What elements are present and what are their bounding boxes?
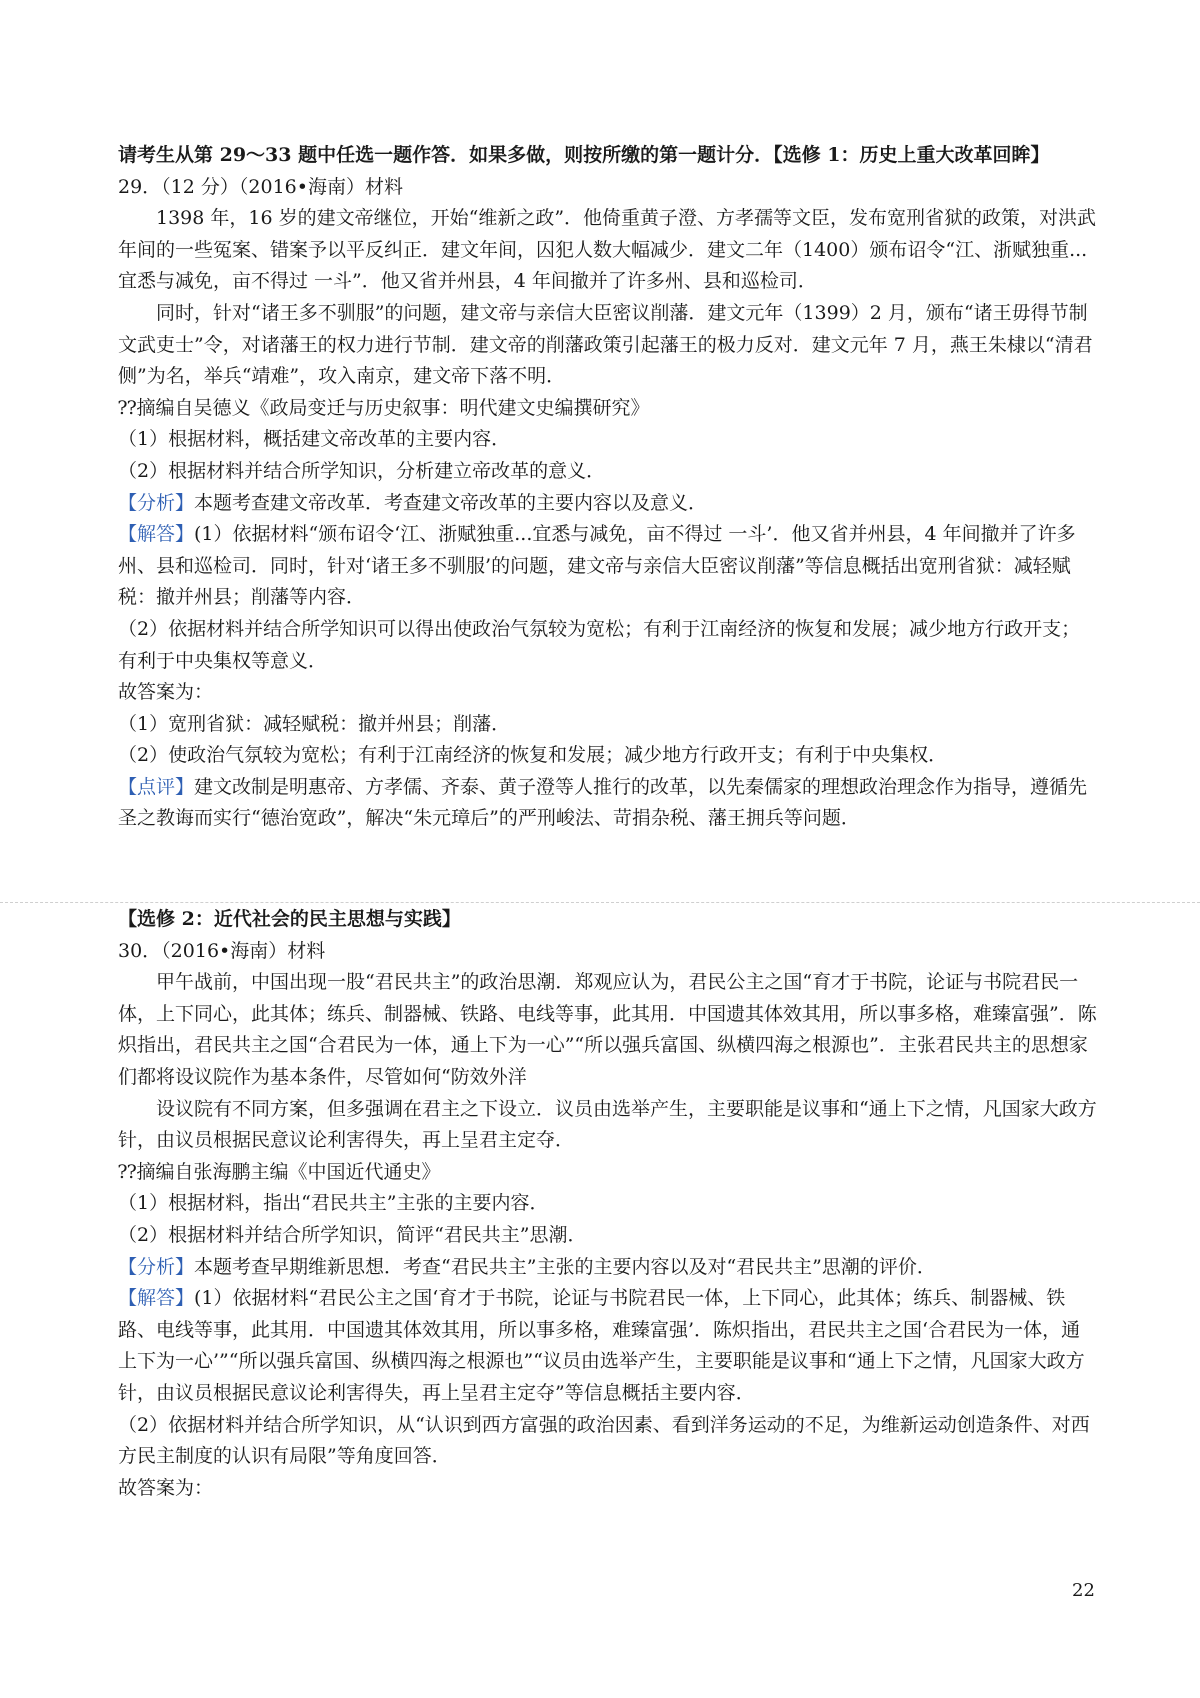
q30-final-label: 故答案为：: [118, 1476, 214, 1499]
answer-text-1: (1）依据材料“君民公主之国‘育才于书院，论证与书院君民一体，上下同心，此其体；练兵、制器械、铁路、电线等事，此其用．中国遗其体效其用，所以事多格，难臻富强’．陈炽指出，君民共主之国‘合君民为一体，通上下为一心’”“所以强兵富国、纵横四海之根源也”“议员由选举产生，主要职能是议事和“通上下之情，凡国家大政方针，由议员根据民意议论利害得失，再上呈君主定夺”等信息概括主要内容．: [118, 1287, 1085, 1404]
q30-source: ⁇摘编自张海鹏主编《中国近代通史》: [118, 1160, 441, 1183]
question-30-header: 30．（2016•海南）材料: [118, 939, 326, 962]
section-divider: [0, 902, 1200, 903]
q29-comment: [118, 772, 1098, 835]
q30-material-paragraph-1: 甲午战前，中国出现一股“君民共主”的政治思潮．郑观应认为，君民公主之国“育才于书院，论证与书院君民一体，上下同心，此其体；练兵、制器械、铁路、电线等事，此其用．中国遗其体效其用，所以事多格，难臻富强”．陈炽指出，君民共主之国“合君民为一体，通上下为一心”“所以强兵富国、纵横四海之根源也”．主张君民共主的思想家们都将设议院作为基本条件，尽管如何“防效外洋: [118, 971, 1097, 1088]
q29-material-paragraph-1: 1398 年，16 岁的建文帝继位，开始“维新之政”．他倚重黄子澄、方孝孺等文臣，发布宽刑省狱的政策，对洪武年间的一些冤案、错案予以平反纠正．建文年间，囚犯人数大幅减少．建文二年（1400）颁布诏令“江、浙赋独重...宜悉与减免，亩不得过 一斗”．他又省并州县，4 年间撤并了许多州、县和巡检司．: [118, 207, 1097, 293]
q29-answer-2: （2）依据材料并结合所学知识可以得出使政治气氛较为宽松；有利于江南经济的恢复和发展；减少地方行政开支；有利于中央集权等意义．: [118, 617, 1081, 672]
section-2-title: 【选修 2：近代社会的民主思想与实践】: [118, 908, 461, 930]
section-optional-1: [118, 140, 1098, 835]
q29-answer: [118, 519, 1098, 614]
q29-material-paragraph-2: 同时，针对“诸王多不驯服”的问题，建文帝与亲信大臣密议削藩．建文元年（1399）2 月，颁布“诸王毋得节制文武吏士”令，对诸藩王的权力进行节制．建文帝的削藩政策引起藩王的极力反对．建文元年 7 月，燕王朱棣以“清君侧”为名，举兵“靖难”，攻入南京，建文帝下落不明．: [118, 301, 1093, 388]
q29-source: ⁇摘编自吴德义《政局变迁与历史叙事：明代建文史编撰研究》: [118, 396, 650, 419]
section-optional-2: [118, 904, 1098, 1504]
analysis-text: 本题考查早期维新思想．考查“君民共主”主张的主要内容以及对“君民共主”思潮的评价．: [194, 1255, 936, 1278]
q30-question-1: （1）根据材料，指出“君民共主”主张的主要内容．: [118, 1192, 549, 1215]
question-29-header: 29．（12 分）（2016•海南）材料: [118, 175, 403, 198]
q29-analysis: [118, 488, 1098, 520]
q30-analysis: [118, 1252, 1098, 1284]
q29-question-1: （1）根据材料，概括建文帝改革的主要内容．: [118, 428, 511, 451]
q30-question-2: （2）根据材料并结合所学知识，简评“君民共主”思潮．: [118, 1223, 587, 1246]
answer-tag: 【解答】: [118, 1287, 195, 1310]
instruction-heading: 请考生从第 29～33 题中任选一题作答．如果多做，则按所缴的第一题计分．【选修 1：历史上重大改革回眸】: [118, 144, 1050, 166]
analysis-tag: 【分析】: [118, 1255, 195, 1278]
q30-answer-2: （2）依据材料并结合所学知识，从“认识到西方富强的政治因素、看到洋务运动的不足，为维新运动创造条件、对西方民主制度的认识有局限”等角度回答．: [118, 1413, 1090, 1468]
analysis-text: 本题考查建文帝改革．考查建文帝改革的主要内容以及意义．: [194, 491, 708, 514]
analysis-tag: 【分析】: [118, 491, 195, 514]
answer-tag: 【解答】: [118, 523, 195, 546]
q29-question-2: （2）根据材料并结合所学知识，分析建立帝改革的意义．: [118, 459, 606, 482]
q29-final-label: 故答案为：: [118, 681, 214, 704]
comment-tag: 【点评】: [118, 775, 195, 798]
comment-text: 建文改制是明惠帝、方孝儒、齐泰、黄子澄等人推行的改革，以先秦儒家的理想政治理念作为指导，遵循先圣之教诲而实行“德治宽政”，解决“朱元璋后”的严刑峻法、苛捐杂税、藩王拥兵等问题．: [118, 775, 1088, 830]
answer-text-1: (1）依据材料“颁布诏令‘江、浙赋独重...宜悉与减免，亩不得过 一斗’．他又省并州县，4 年间撤并了许多州、县和巡检司．同时，针对‘诸王多不驯服’的问题，建文帝与亲信大臣密议削藩”等信息概括出宽刑省狱：减轻赋税：撤并州县；削藩等内容．: [118, 523, 1076, 609]
q29-final-1: （1）宽刑省狱：减轻赋税：撤并州县；削藩．: [118, 712, 511, 735]
q29-final-2: （2）使政治气氛较为宽松；有利于江南经济的恢复和发展；减少地方行政开支；有利于中央集权．: [118, 744, 948, 767]
q30-material-paragraph-2: 设议院有不同方案，但多强调在君主之下设立．议员由选举产生，主要职能是议事和“通上下之情，凡国家大政方针，由议员根据民意议论利害得失，再上呈君主定夺．: [118, 1097, 1097, 1152]
page-number: 22: [1072, 1580, 1095, 1601]
q30-answer: [118, 1283, 1098, 1409]
